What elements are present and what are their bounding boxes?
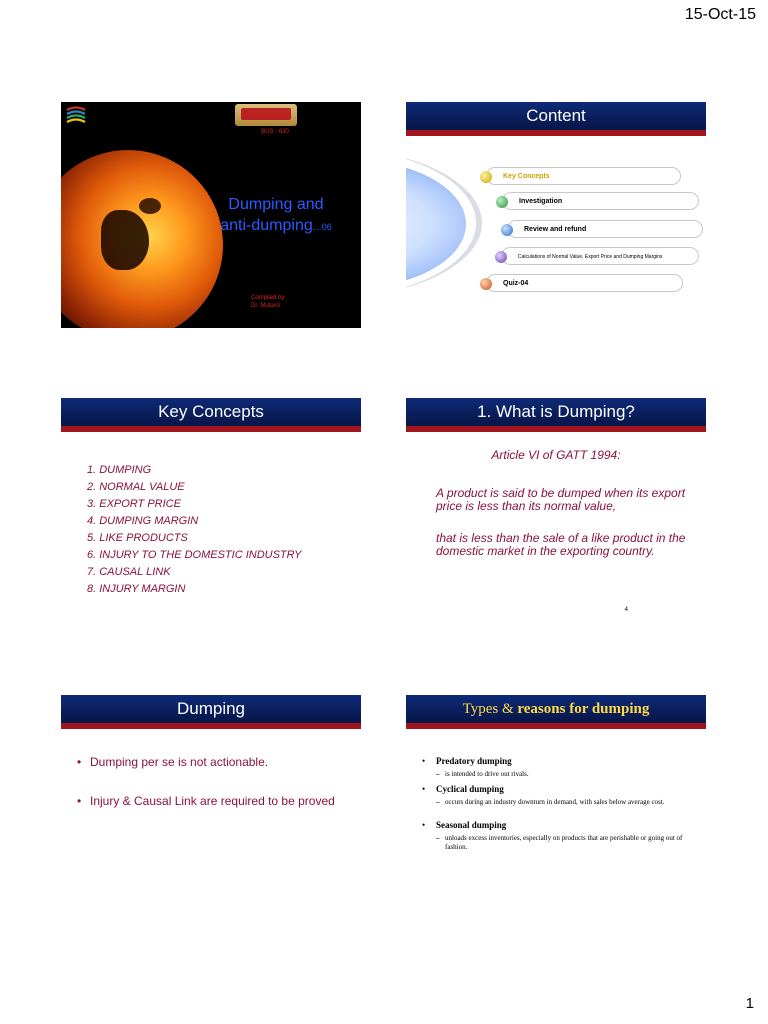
- credit: Compiled by Dr. Mutarsi: [251, 295, 285, 309]
- page-date: 15-Oct-15: [684, 6, 756, 23]
- orb-icon: [495, 251, 507, 263]
- dumping-type-description: – is intended to drive out rivals.: [436, 770, 529, 778]
- dumping-type: • Cyclical dumping: [422, 784, 504, 794]
- slide-title: [61, 102, 361, 328]
- list-item: 8. INJURY MARGIN: [87, 583, 186, 595]
- list-item: 2. NORMAL VALUE: [87, 481, 185, 493]
- list-item: 3. EXPORT PRICE: [87, 498, 181, 510]
- orb-icon: [480, 171, 492, 183]
- list-item: 4. DUMPING MARGIN: [87, 515, 199, 527]
- globe-landmass: [139, 198, 161, 214]
- content-item: Calculations of Normal Value, Export Price and Dumping Margins: [501, 247, 699, 265]
- bullet-item: • Injury & Causal Link are required to be proved: [77, 794, 335, 808]
- slide-number: 4: [624, 607, 628, 613]
- title-suffix: …06: [312, 222, 332, 232]
- slide-title-bar: [61, 695, 361, 729]
- slide-title-bar: [406, 398, 706, 432]
- slide-heading: Key Concepts: [158, 402, 264, 421]
- wto-logo-icon: [65, 104, 87, 126]
- content-item: Investigation: [502, 192, 699, 210]
- list-item: 5. LIKE PRODUCTS: [87, 532, 188, 544]
- definition-paragraph: A product is said to be dumped when its export price is less than its normal value,: [436, 486, 686, 513]
- slide-title-text: Dumping and anti-dumping…06: [220, 196, 332, 234]
- definition-paragraph: that is less than the sale of a like product in the domestic market in the exporting country.: [436, 531, 686, 558]
- slide-what-is-dumping: [406, 398, 706, 624]
- slide-title-bar: [61, 398, 361, 432]
- orb-icon: [501, 224, 513, 236]
- slide-heading: 1. What is Dumping?: [477, 402, 635, 421]
- slide-title-bar: [406, 102, 706, 136]
- slide-heading: Content: [526, 106, 586, 125]
- list-item: 6. INJURY TO THE DOMESTIC INDUSTRY: [87, 549, 302, 561]
- article-reference: Article VI of GATT 1994:: [491, 448, 621, 462]
- slide-content: [406, 102, 706, 328]
- orb-icon: [496, 196, 508, 208]
- content-item: Review and refund: [507, 220, 703, 238]
- slide-types-reasons: [406, 695, 706, 921]
- slide-key-concepts: [61, 398, 361, 624]
- slide-heading: Dumping: [176, 699, 246, 718]
- arc-decoration: [406, 148, 482, 298]
- slide-dumping: [61, 695, 361, 921]
- list-item: 7. CAUSAL LINK: [87, 566, 171, 578]
- course-code: BUS - 630: [261, 129, 289, 135]
- dumping-type-description: – occurs during an industry downturn in demand, with sales below average cost.: [436, 798, 665, 806]
- dumping-type: • Predatory dumping: [422, 756, 512, 766]
- page-number: 1: [745, 995, 754, 1012]
- bullet-item: • Dumping per se is not actionable.: [77, 755, 269, 769]
- calligraphy-banner-icon: [235, 104, 297, 126]
- slide-title-bar: [406, 695, 706, 729]
- dumping-type-description: – unloads excess inventories, especially on products that are perishable or going out of fashion.: [436, 834, 683, 851]
- orb-icon: [480, 278, 492, 290]
- list-item: 1. DUMPING: [87, 464, 152, 476]
- content-item: Key Concepts: [486, 167, 681, 185]
- content-item: Quiz-04: [486, 274, 683, 292]
- dumping-type: • Seasonal dumping: [422, 820, 507, 830]
- globe-landmass: [101, 210, 149, 270]
- slide-heading: Types & reasons for dumping: [462, 701, 650, 717]
- key-concepts-list: [87, 462, 302, 598]
